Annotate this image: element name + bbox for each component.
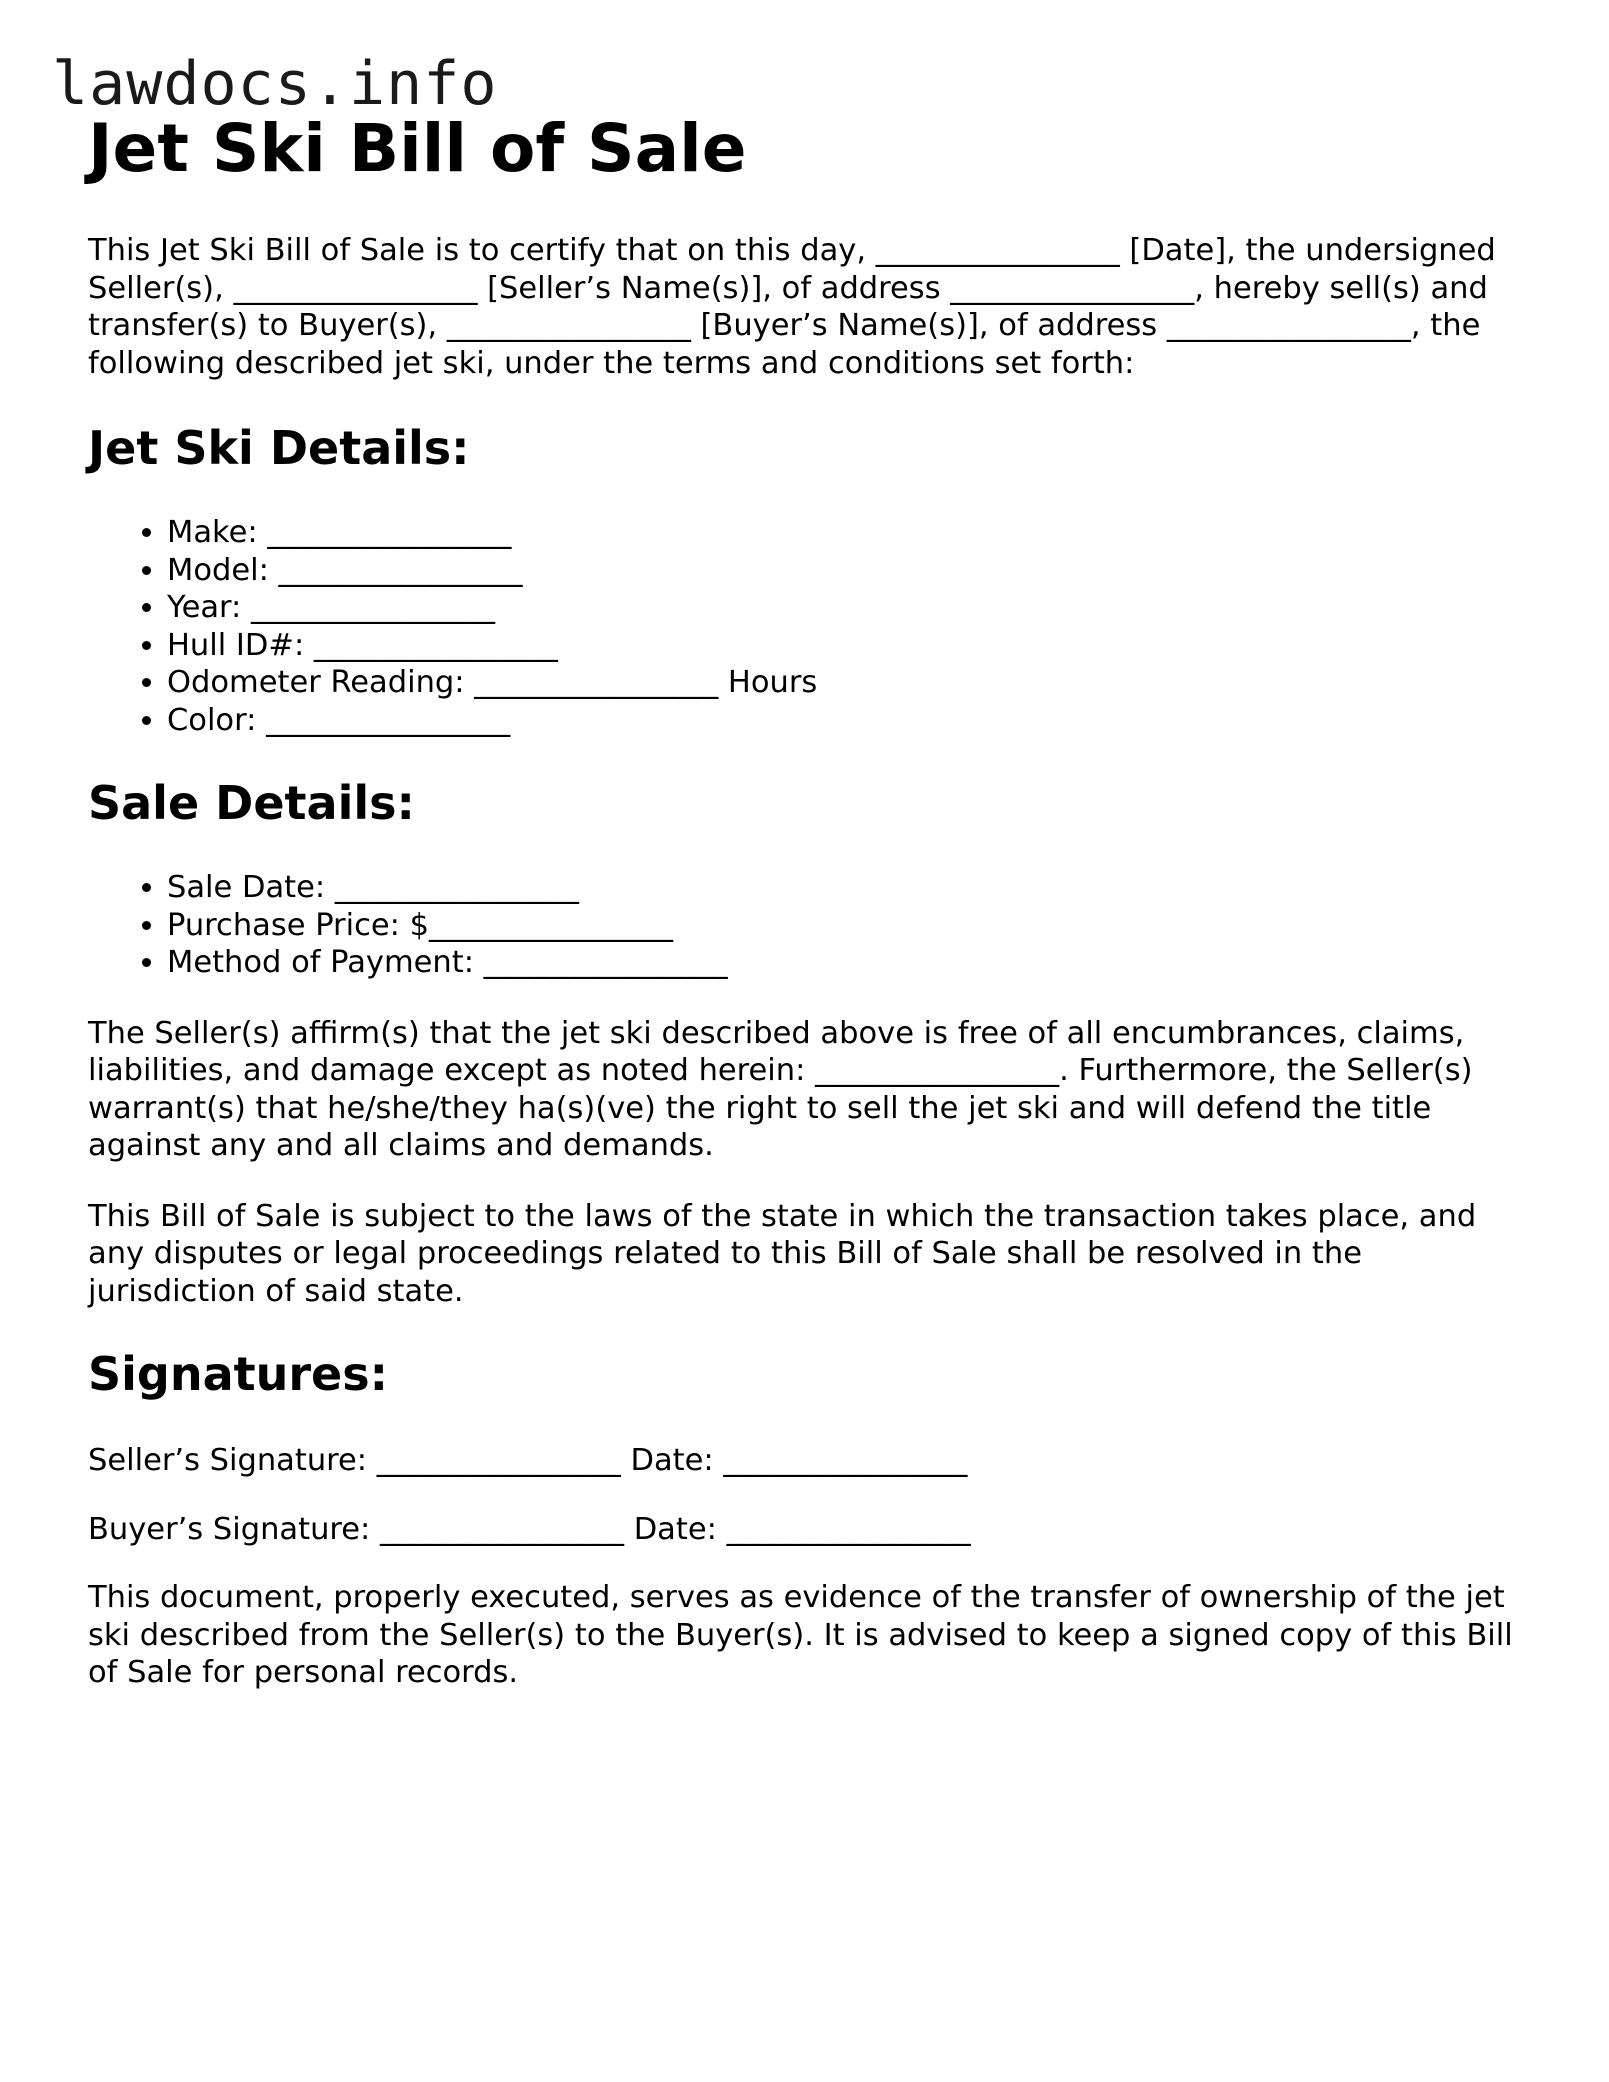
document-title: Jet Ski Bill of Sale <box>88 110 747 187</box>
jet-ski-details-heading: Jet Ski Details: <box>88 421 470 475</box>
jet-ski-details-list <box>88 514 1528 739</box>
detail-year: • Year: ________________ <box>167 589 1528 627</box>
detail-make: • Make: ________________ <box>167 514 1528 552</box>
sale-details-heading: Sale Details: <box>88 776 415 830</box>
document-page <box>88 108 1528 1692</box>
signatures-heading: Signatures: <box>88 1347 389 1401</box>
watermark: lawdocs.info <box>52 49 498 119</box>
detail-odometer: • Odometer Reading: ________________ Hours <box>167 664 1528 702</box>
intro-paragraph: This Jet Ski Bill of Sale is to certify that on this day, ________________ [Date], the undersigned Seller(s), ________________ [Seller’s Name(s)], of address ________________, hereby sell(s) and transfer(s) to Buyer(s), ________________ [Buyer’s Name(s)], of address ________________, the following described jet ski, under the terms and conditions set forth: <box>88 233 1496 381</box>
closing-paragraph: This document, properly executed, serves as evidence of the transfer of ownership of the jet ski described from the Seller(s) to the Buyer(s). It is advised to keep a signed copy of this Bill of Sale for personal records. <box>88 1580 1513 1690</box>
buyer-signature-line: Buyer’s Signature: ________________ Date: ________________ <box>88 1511 971 1547</box>
governing-law-paragraph: This Bill of Sale is subject to the laws of the state in which the transaction takes place, and any disputes or legal proceedings related to this Bill of Sale shall be resolved in the jurisdiction of said state. <box>88 1198 1477 1309</box>
detail-model: • Model: ________________ <box>167 552 1528 590</box>
sale-date: • Sale Date: ________________ <box>167 869 1528 907</box>
detail-color: • Color: ________________ <box>167 702 1528 740</box>
sale-details-list <box>88 869 1528 982</box>
purchase-price: • Purchase Price: $________________ <box>167 907 1528 945</box>
affirmation-paragraph: The Seller(s) affirm(s) that the jet ski described above is free of all encumbrances, claims, liabilities, and damage except as noted herein: ________________. Furthermore, the Seller(s) warrant(s) that he/she/they ha(s)(ve) the right to sell the jet ski and will defend the title against any and all claims and demands. <box>88 1015 1473 1163</box>
seller-signature-line: Seller’s Signature: ________________ Date: ________________ <box>88 1443 968 1478</box>
detail-hull-id: • Hull ID#: ________________ <box>167 627 1528 665</box>
payment-method: • Method of Payment: ________________ <box>167 944 1528 982</box>
